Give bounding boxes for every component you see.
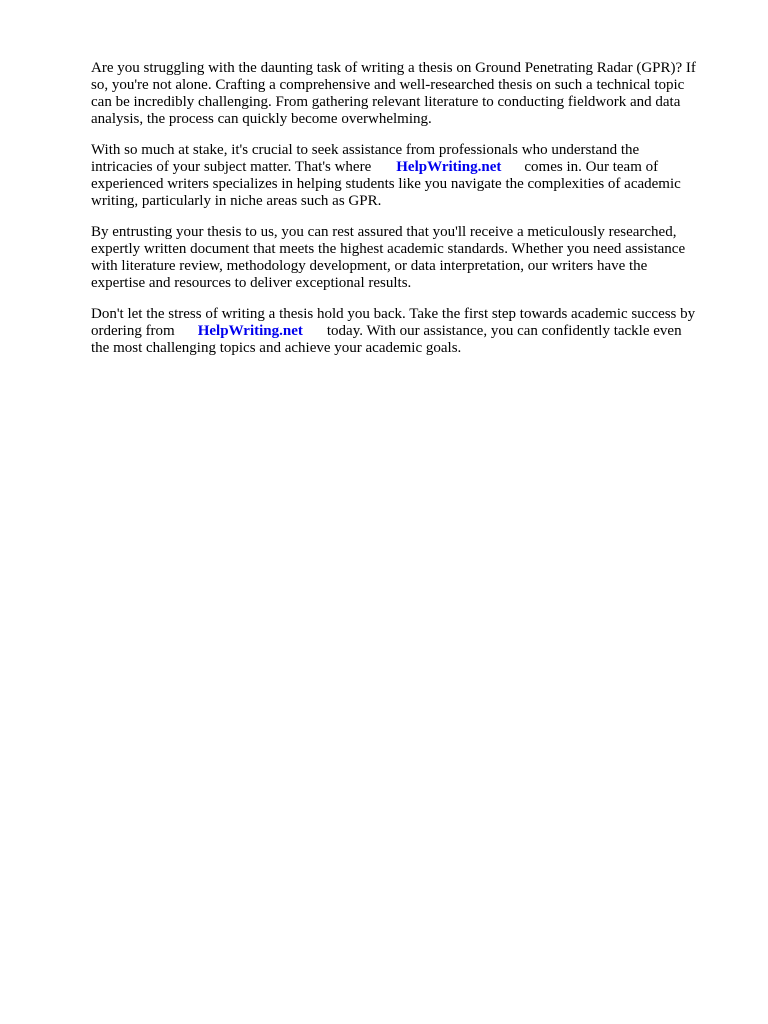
helpwriting-link[interactable]: HelpWriting.net bbox=[197, 323, 303, 339]
paragraph-line: can be incredibly challenging. From gathering relevant literature to conducting fieldwork and data bbox=[91, 94, 681, 110]
paragraph-line: analysis, the process can quickly become overwhelming. bbox=[91, 111, 432, 127]
paragraph-text: ordering from bbox=[91, 323, 175, 339]
paragraph-line-with-link bbox=[91, 323, 723, 340]
paragraph-call-to-action bbox=[91, 306, 723, 357]
paragraph-line: Don't let the stress of writing a thesis hold you back. Take the first step towards academic success by bbox=[91, 306, 696, 322]
paragraph-line-with-link bbox=[91, 159, 723, 176]
paragraph-text: comes in. Our team of bbox=[524, 159, 659, 175]
paragraph-intro bbox=[91, 60, 723, 128]
paragraph-line: so, you're not alone. Crafting a comprehensive and well-researched thesis on such a technical topic bbox=[91, 77, 685, 93]
paragraph-line: writing, particularly in niche areas such as GPR. bbox=[91, 193, 382, 209]
paragraph-text: intricacies of your subject matter. That's where bbox=[91, 159, 372, 175]
helpwriting-link[interactable]: HelpWriting.net bbox=[396, 159, 502, 175]
paragraph-standards bbox=[91, 224, 723, 292]
paragraph-line: expertise and resources to deliver exceptional results. bbox=[91, 275, 412, 291]
paragraph-line: with literature review, methodology development, or data interpretation, our writers have the bbox=[91, 258, 648, 274]
paragraph-text: today. With our assistance, you can confidently tackle even bbox=[326, 323, 682, 339]
paragraph-line: the most challenging topics and achieve your academic goals. bbox=[91, 340, 462, 356]
paragraph-line: experienced writers specializes in helping students like you navigate the complexities of academic bbox=[91, 176, 681, 192]
paragraph-line: Are you struggling with the daunting task of writing a thesis on Ground Penetrating Radar (GPR)? If bbox=[91, 60, 696, 76]
paragraph-line: With so much at stake, it's crucial to seek assistance from professionals who understand the bbox=[91, 142, 640, 158]
paragraph-assistance bbox=[91, 142, 723, 210]
paragraph-line: expertly written document that meets the highest academic standards. Whether you need assistance bbox=[91, 241, 686, 257]
document-page bbox=[91, 60, 723, 371]
paragraph-line: By entrusting your thesis to us, you can rest assured that you'll receive a meticulously researched, bbox=[91, 224, 677, 240]
